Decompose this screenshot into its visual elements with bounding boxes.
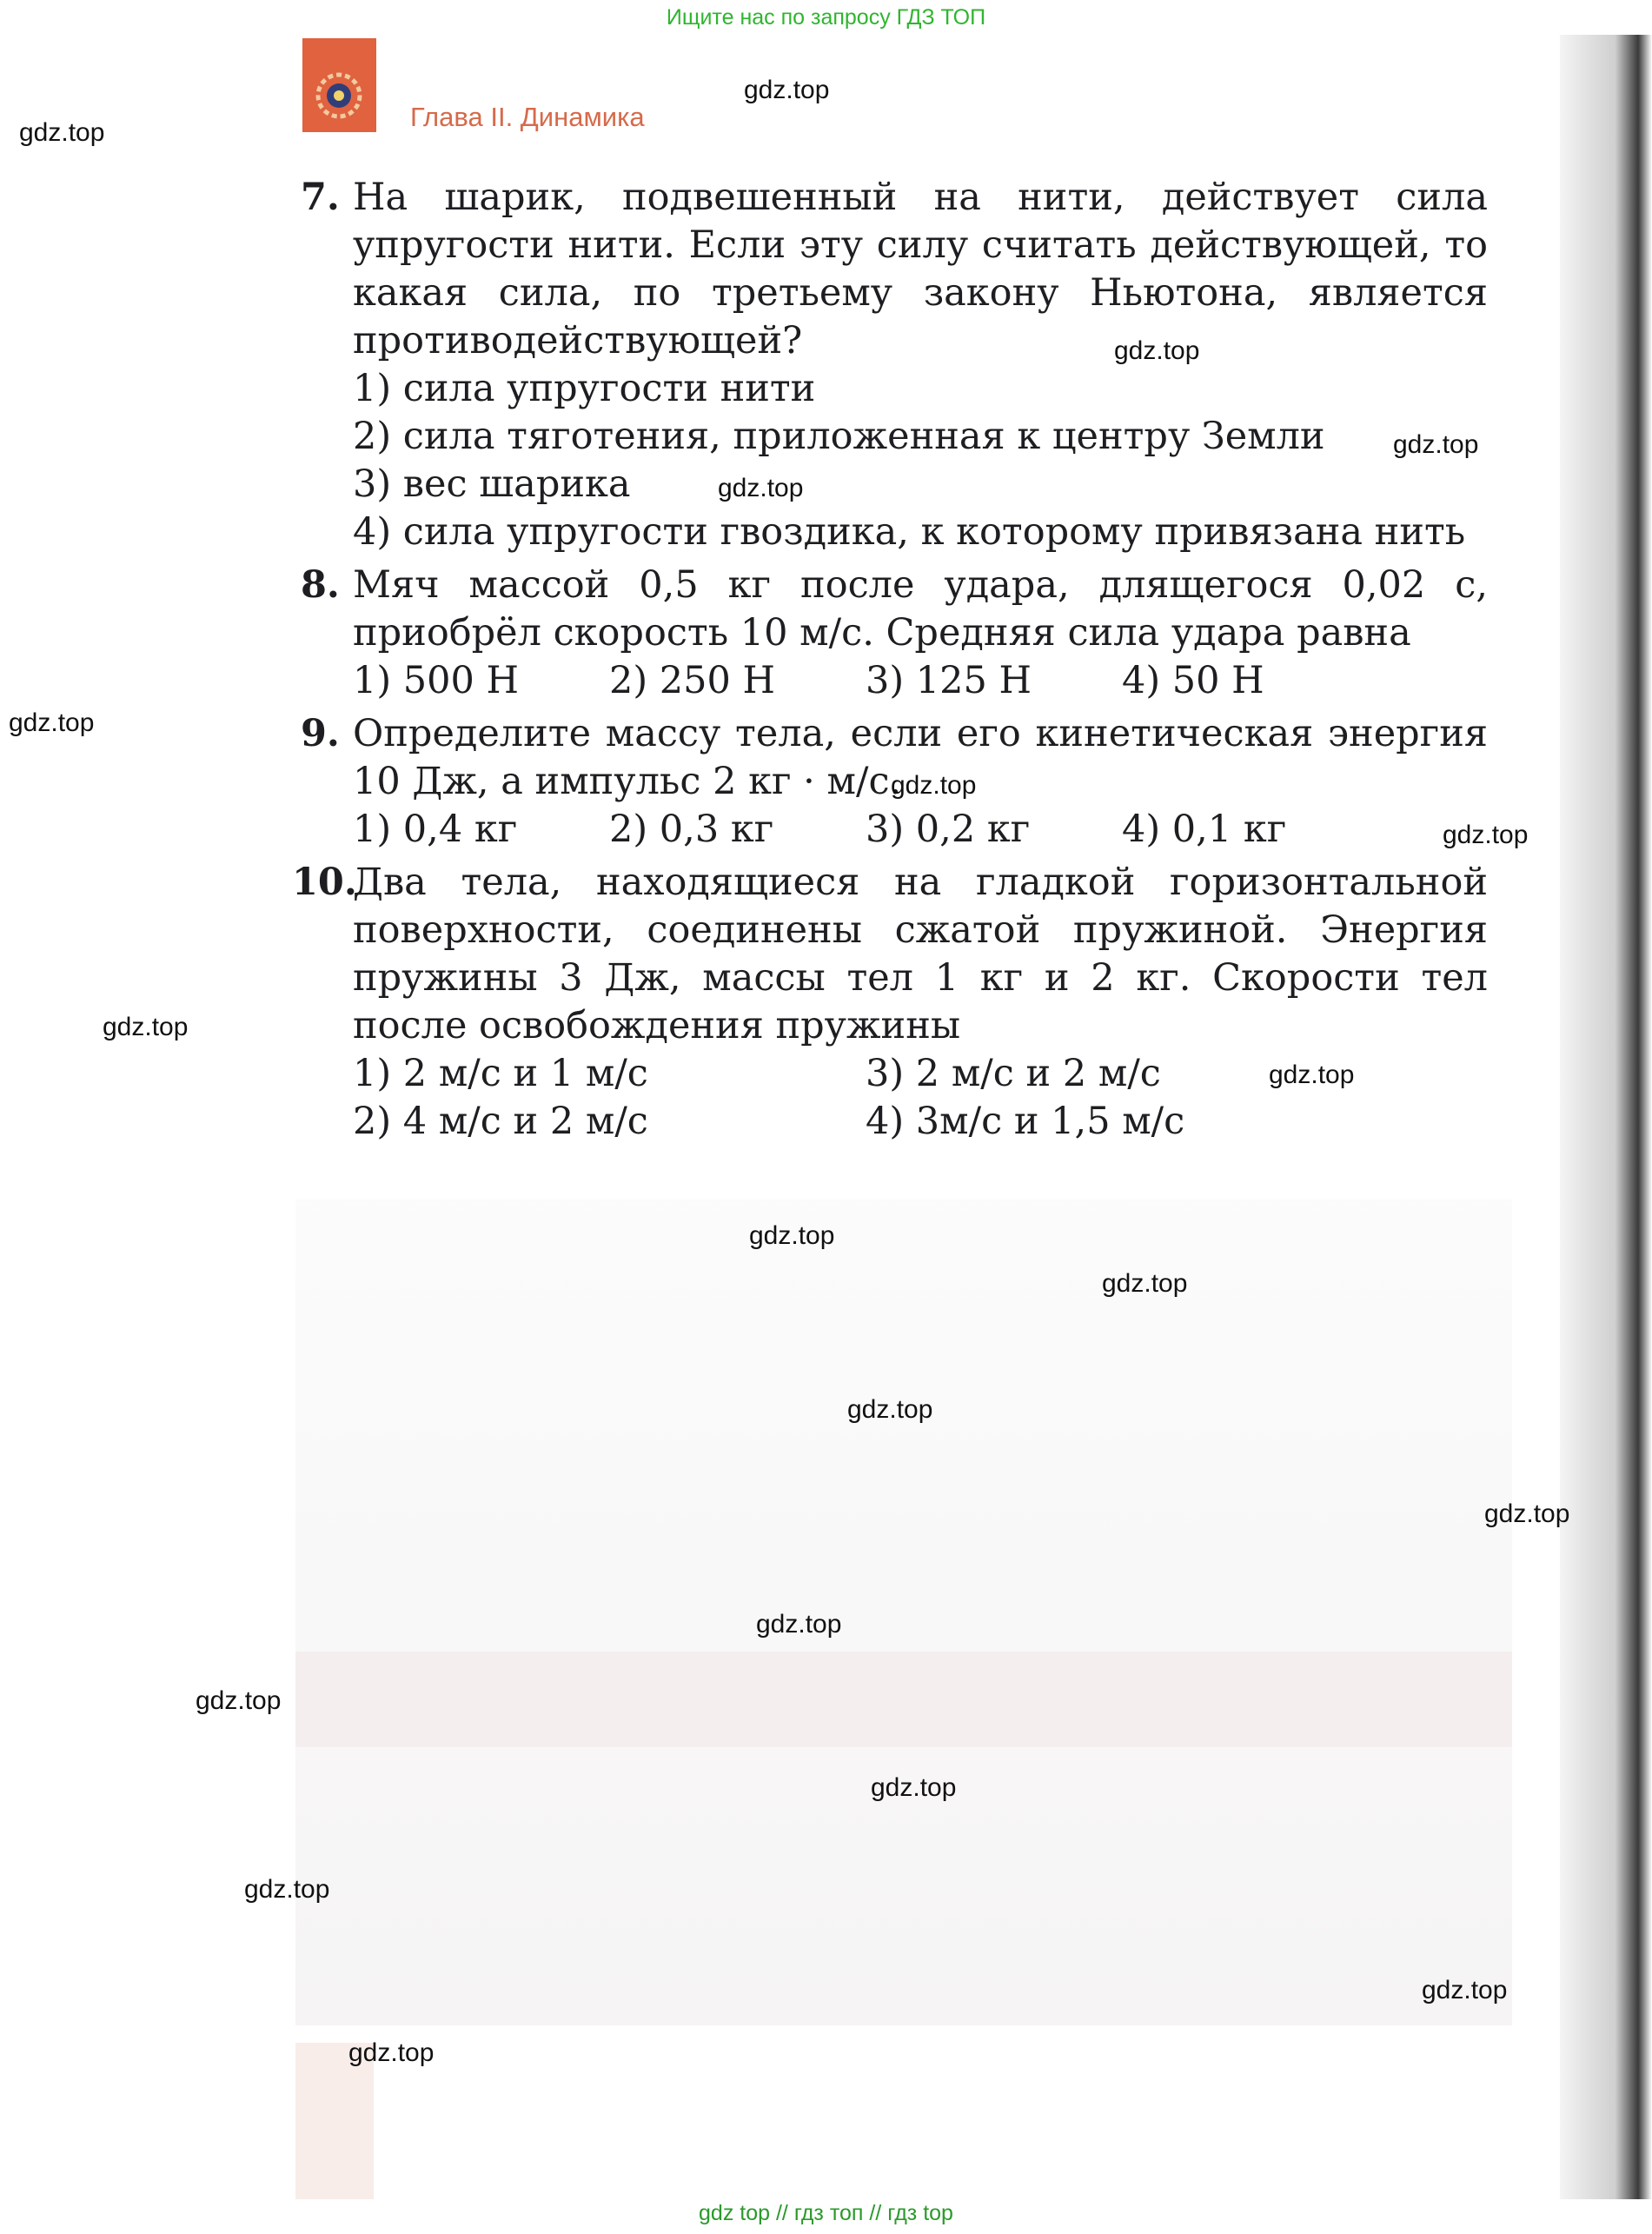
answer-option: 3) вес шарика	[353, 462, 631, 506]
watermark: gdz.top	[756, 1610, 842, 1639]
chapter-title: Глава II. Динамика	[410, 102, 645, 132]
watermark: gdz.top	[871, 1773, 957, 1802]
answer-option: 2) 4 м/с и 2 м/с	[353, 1100, 648, 1143]
question-7	[295, 174, 1488, 556]
watermark: gdz.top	[718, 474, 804, 502]
watermark: gdz.top	[244, 1875, 330, 1904]
bottom-links[interactable]: gdz top // гдз топ // гдз top	[699, 2201, 953, 2225]
answer-option: 4) 50 Н	[1122, 659, 1264, 702]
question-text: Два тела, находящиеся на гладкой горизонтальной поверхности, соединены сжатой пружиной. Энергия пружины 3 Дж, массы тел 1 кг и 2 кг. Скорости тел после освобождения пружины	[353, 861, 1488, 1047]
watermark: gdz.top	[1484, 1499, 1570, 1528]
answer-option: 2) 250 Н	[609, 659, 776, 702]
question-number: 8.	[301, 563, 340, 607]
answer-options	[353, 806, 1488, 854]
top-banner[interactable]: Ищите нас по запросу ГДЗ ТОП	[666, 5, 986, 30]
answer-option: 3) 0,2 кг	[866, 808, 1031, 851]
answer-option: 4) 0,1 кг	[1122, 808, 1287, 851]
question-text: На шарик, подвешенный на нити, действует сила упругости нити. Если эту силу считать действующей, то какая сила, по третьему закону Ньютона, является противодействующей?	[353, 176, 1488, 362]
answer-option: 4) 3м/с и 1,5 м/с	[866, 1100, 1185, 1143]
answer-option: 2) сила тяготения, приложенная к центру Земли	[353, 415, 1325, 458]
chapter-logo	[302, 38, 376, 132]
question-number: 9.	[301, 712, 340, 755]
answer-options	[353, 657, 1488, 705]
watermark: gdz.top	[749, 1221, 835, 1250]
watermark: gdz.top	[348, 2038, 435, 2067]
question-text: Мяч массой 0,5 кг после удара, длящегося 0,02 с, приобрёл скорость 10 м/с. Средняя сила удара равна	[353, 563, 1488, 655]
page-edge-shadow	[1560, 35, 1652, 2199]
answer-option: 3) 2 м/с и 2 м/с	[866, 1052, 1161, 1095]
watermark: gdz.top	[9, 708, 95, 737]
question-number: 10.	[292, 861, 357, 904]
watermark: gdz.top	[103, 1013, 189, 1041]
answer-option: 1) сила упругости нити	[353, 367, 816, 410]
watermark: gdz.top	[847, 1395, 933, 1424]
answer-option: 2) 0,3 кг	[609, 808, 774, 851]
questions-list	[292, 174, 1488, 1151]
watermark: gdz.top	[1114, 336, 1200, 365]
question-text: Определите массу тела, если его кинетическая энергия 10 Дж, а импульс 2 кг · м/с.	[353, 712, 1488, 803]
question-number: 7.	[301, 176, 340, 219]
watermark: gdz.top	[1443, 821, 1529, 849]
reverse-page-bleed	[295, 1200, 1512, 2025]
watermark: gdz.top	[1269, 1060, 1355, 1089]
watermark: gdz.top	[1393, 430, 1479, 459]
answer-option: 1) 500 Н	[353, 659, 520, 702]
watermark: gdz.top	[1102, 1269, 1188, 1298]
answer-option: 3) 125 Н	[866, 659, 1032, 702]
reverse-page-bleed-tint	[295, 1652, 1512, 1747]
watermark: gdz.top	[19, 118, 105, 147]
question-10	[292, 859, 1488, 1146]
watermark: gdz.top	[196, 1686, 282, 1715]
watermark: gdz.top	[891, 771, 977, 800]
gear-emblem-icon	[313, 70, 365, 122]
question-8	[295, 562, 1488, 705]
answer-option: 1) 2 м/с и 1 м/с	[353, 1052, 648, 1095]
answer-option: 4) сила упругости гвоздика, к которому привязана нить	[353, 510, 1466, 554]
watermark: gdz.top	[1422, 1976, 1508, 2005]
answer-option: 1) 0,4 кг	[353, 808, 518, 851]
watermark: gdz.top	[744, 76, 830, 104]
